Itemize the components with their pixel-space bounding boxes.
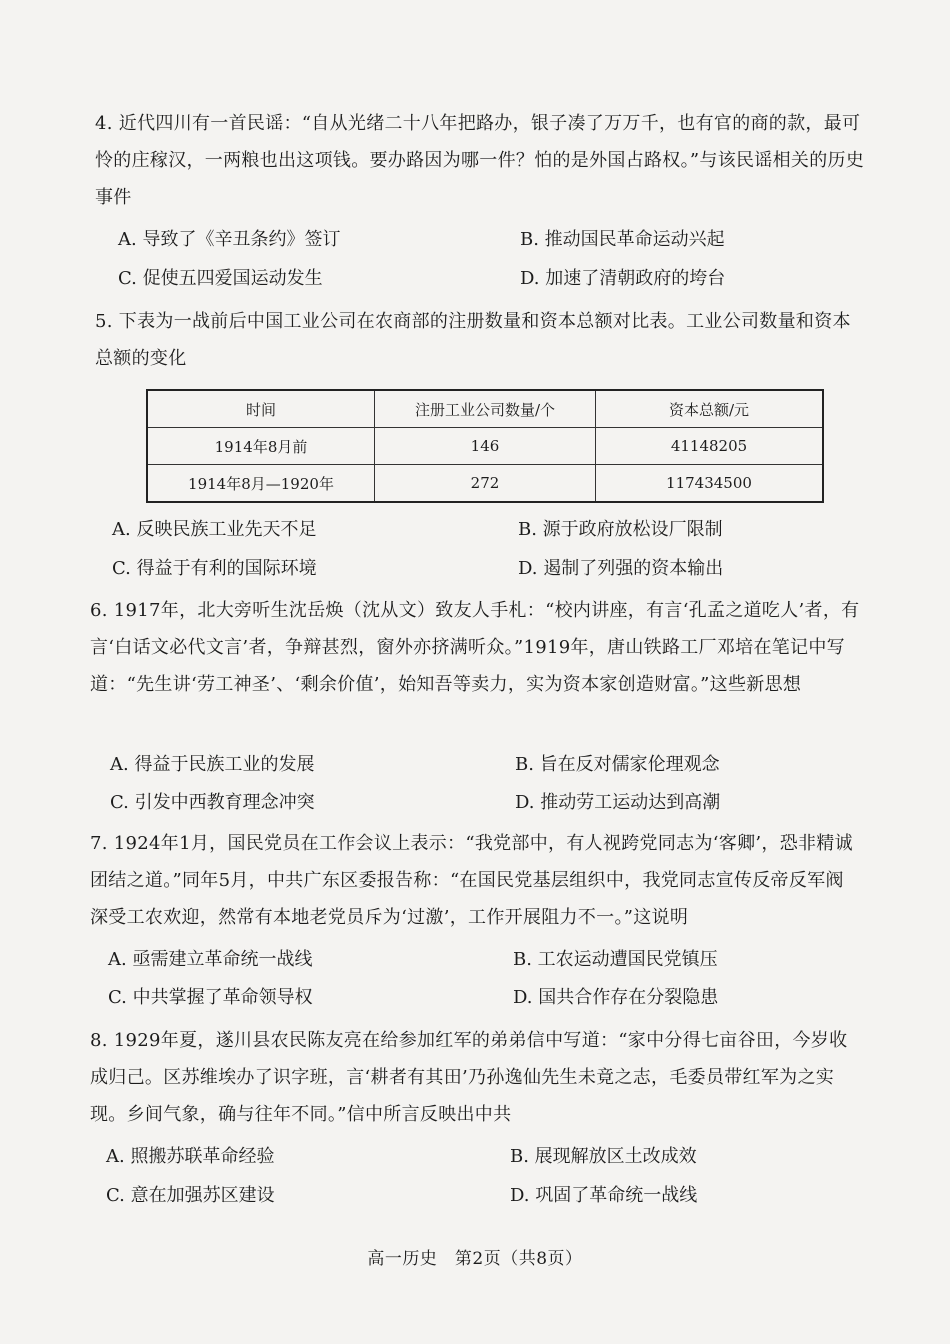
q5-option-a: A. 反映民族工业先天不足 — [112, 519, 317, 540]
q6-option-c: C. 引发中西教育理念冲突 — [110, 792, 315, 813]
table-header-time: 时间 — [147, 390, 375, 428]
q4-option-a: A. 导致了《辛丑条约》签订 — [118, 229, 341, 250]
company-data-table — [146, 389, 824, 503]
q7-option-a: A. 亟需建立革命统一战线 — [108, 949, 313, 970]
q6-option-b: B. 旨在反对儒家伦理观念 — [515, 754, 720, 775]
table-header-count: 注册工业公司数量/个 — [375, 390, 596, 428]
table-cell: 41148205 — [596, 428, 824, 465]
q7-option-c: C. 中共掌握了革命领导权 — [108, 987, 313, 1008]
table-cell: 146 — [375, 428, 596, 465]
table-header-row — [147, 390, 823, 428]
q4-option-b: B. 推动国民革命运动兴起 — [520, 229, 725, 250]
q8-option-a: A. 照搬苏联革命经验 — [106, 1146, 275, 1167]
table-cell: 1914年8月前 — [147, 428, 375, 465]
table-row — [147, 465, 823, 503]
q7-option-b: B. 工农运动遭国民党镇压 — [513, 949, 718, 970]
q5-option-b: B. 源于政府放松设厂限制 — [518, 519, 723, 540]
q8-option-b: B. 展现解放区土改成效 — [510, 1146, 697, 1167]
table-header-capital: 资本总额/元 — [596, 390, 824, 428]
q4-option-d: D. 加速了清朝政府的垮台 — [520, 268, 726, 289]
question-6-stem: 6. 1917年，北大旁听生沈岳焕（沈从文）致友人手札：“校内讲座，有言‘孔孟之道吃人’者，有言‘白话文必代文言’者，争辩甚烈，窗外亦挤满听众。”1919年，唐山铁路工厂邓培在笔记中写道：“先生讲‘劳工神圣’、‘剩余价值’，始知吾等卖力，实为资本家创造财富。”这些新思想 — [90, 600, 860, 695]
page-footer: 高一历史 第2页（共8页） — [367, 1249, 583, 1269]
table-row — [147, 428, 823, 465]
q5-option-c: C. 得益于有利的国际环境 — [112, 558, 317, 579]
question-5-stem: 5. 下表为一战前后中国工业公司在农商部的注册数量和资本总额对比表。工业公司数量和资本总额的变化 — [95, 311, 851, 369]
question-4-stem: 4. 近代四川有一首民谣：“自从光绪二十八年把路办，银子凑了万万千，也有官的商的款，最可怜的庄稼汉，一两粮也出这项钱。要办路因为哪一件？怕的是外国占路权。”与该民谣相关的历史事件 — [95, 113, 865, 208]
q6-option-d: D. 推动劳工运动达到高潮 — [515, 792, 721, 813]
table-cell: 1914年8月—1920年 — [147, 465, 375, 503]
q5-option-d: D. 遏制了列强的资本输出 — [518, 558, 724, 579]
question-8-stem: 8. 1929年夏，遂川县农民陈友亮在给参加红军的弟弟信中写道：“家中分得七亩谷田，今岁收成归己。区苏维埃办了识字班，言‘耕者有其田’乃孙逸仙先生未竟之志，毛委员带红军为之实现。乡间气象，确与往年不同。”信中所言反映出中共 — [90, 1030, 848, 1125]
question-7-stem: 7. 1924年1月，国民党员在工作会议上表示：“我党部中，有人视跨党同志为‘客卿’，恐非精诚团结之道。”同年5月，中共广东区委报告称：“在国民党基层组织中，我党同志宣传反帝反军阀深受工农欢迎，然常有本地老党员斥为‘过激’，工作开展阻力不一。”这说明 — [90, 833, 853, 928]
q6-option-a: A. 得益于民族工业的发展 — [110, 754, 315, 775]
table-cell: 117434500 — [596, 465, 824, 503]
q8-option-c: C. 意在加强苏区建设 — [106, 1185, 275, 1206]
q4-option-c: C. 促使五四爱国运动发生 — [118, 268, 323, 289]
q7-option-d: D. 国共合作存在分裂隐患 — [513, 987, 719, 1008]
table-cell: 272 — [375, 465, 596, 503]
q8-option-d: D. 巩固了革命统一战线 — [510, 1185, 698, 1206]
